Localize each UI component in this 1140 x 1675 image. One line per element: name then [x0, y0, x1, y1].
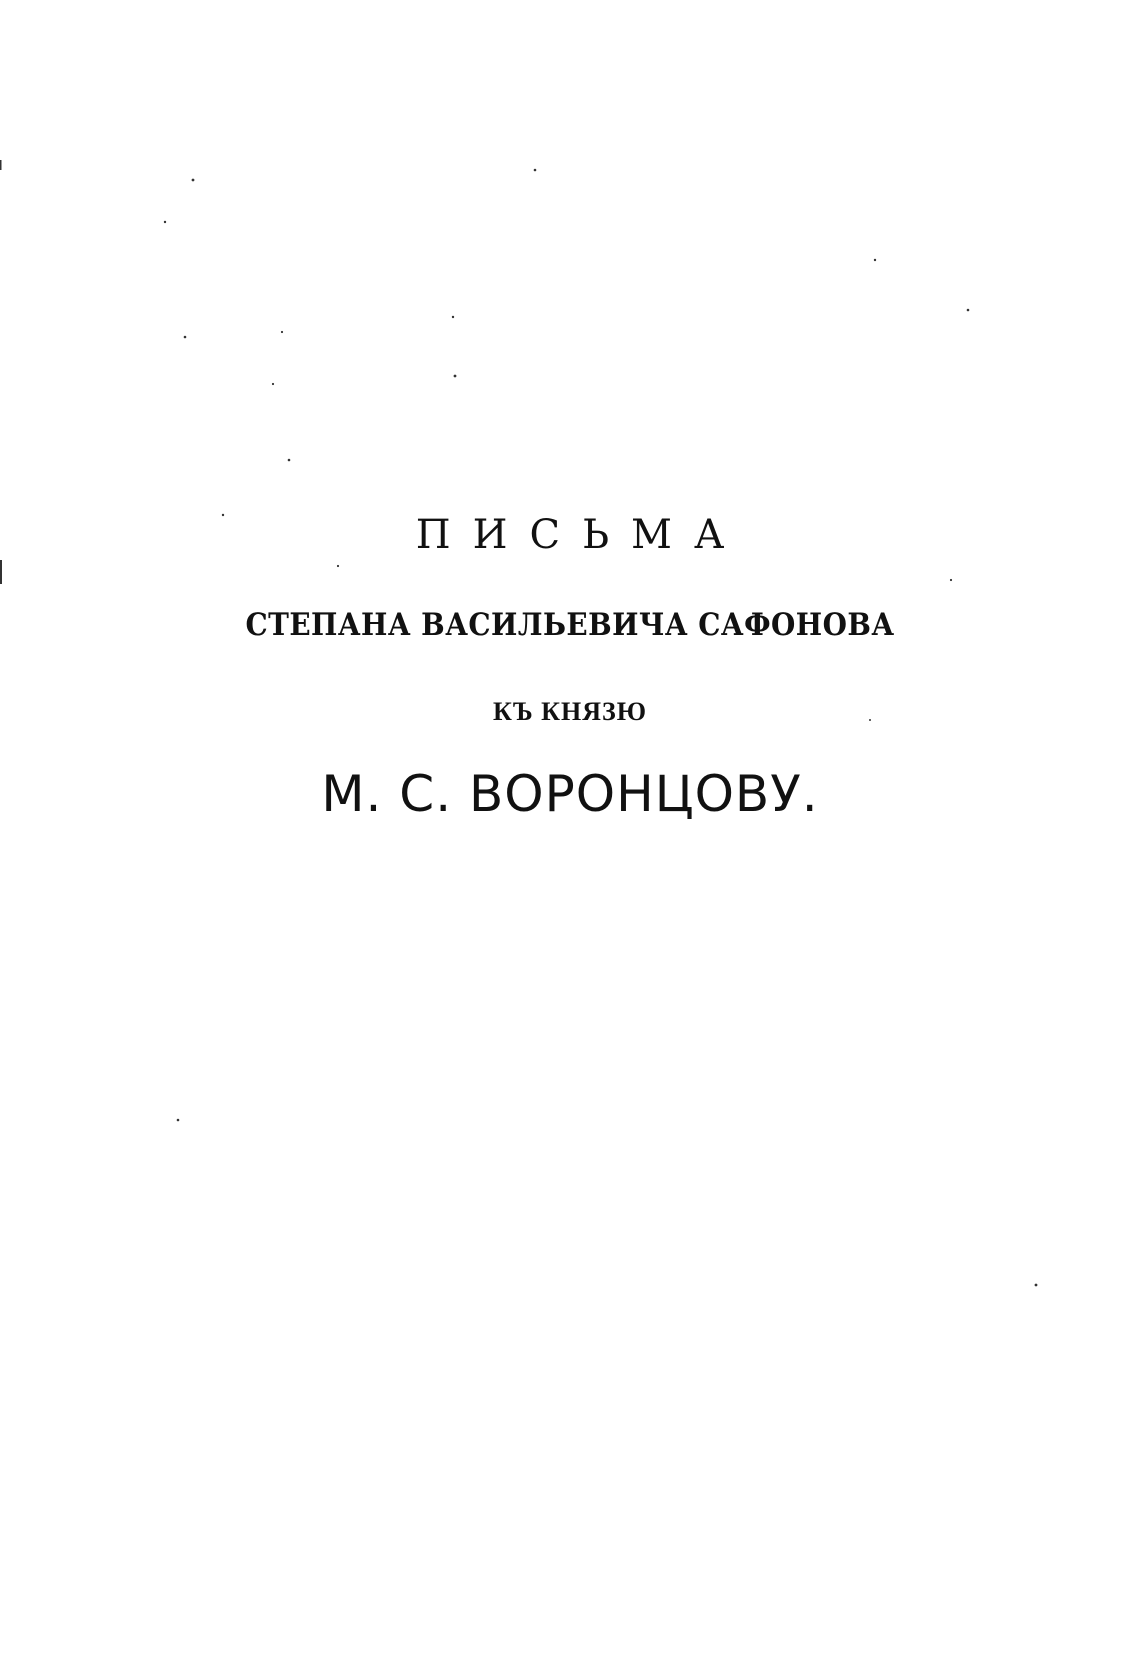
- addressee-prefix: КЪ КНЯЗЮ: [492, 697, 648, 726]
- heading-letters: ПИСЬМА: [415, 512, 747, 558]
- author-name: СТЕПАНА ВАСИЛЬЕВИЧА САФОНОВА: [245, 607, 895, 643]
- addressee-name: М. С. ВОРОНЦОВУ.: [321, 765, 819, 823]
